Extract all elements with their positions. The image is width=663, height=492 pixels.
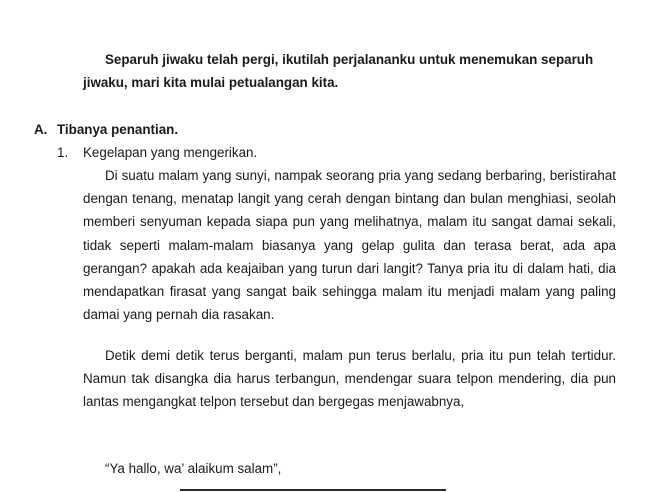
section-title: Tibanya penantian. [57,122,179,137]
subsection-title: Kegelapan yang mengerikan. [83,145,258,160]
subsection-number: 1. [57,145,69,160]
body-paragraph-2: Detik demi detik terus berganti, malam pun terus berlalu, pria itu pun telah tertidur. Namun tak disangka dia harus terbangun, mendengar suara telpon mendering, dia pun lantas mengangkat telpon tersebut dan bergegas menjawabnya, [83,348,616,410]
section-number: A. [34,122,48,137]
body-paragraph-1: Di suatu malam yang sunyi, nampak seorang pria yang sedang berbaring, beristirahat dengan tenang, menatap langit yang cerah dengan bintang dan bulan menghiasi, seolah memberi senyuman kepada siapa pun yang melihatnya, malam itu sangat damai sekali, tidak seperti malam-malam biasanya yang gelap gulita dan terasa berat, ada apa gerangan? apakah ada keajaiban yang turun dari langit? Tanya pria itu di dalam hati, dia mendapatkan firasat yang sangat baik sehingga malam itu menjadi malam yang paling damai yang pernah dia rasakan. [83,168,616,323]
intro-paragraph: Separuh jiwaku telah pergi, ikutilah perjalananku untuk menemukan separuh jiwaku, mari kita mulai petualangan kita. [83,52,594,90]
section-heading [34,120,178,140]
cropped-line-fragment [180,489,446,491]
dialogue-quote: “Ya hallo, wa’ alaikum salam”, [105,461,282,476]
subsection-heading [57,143,257,163]
